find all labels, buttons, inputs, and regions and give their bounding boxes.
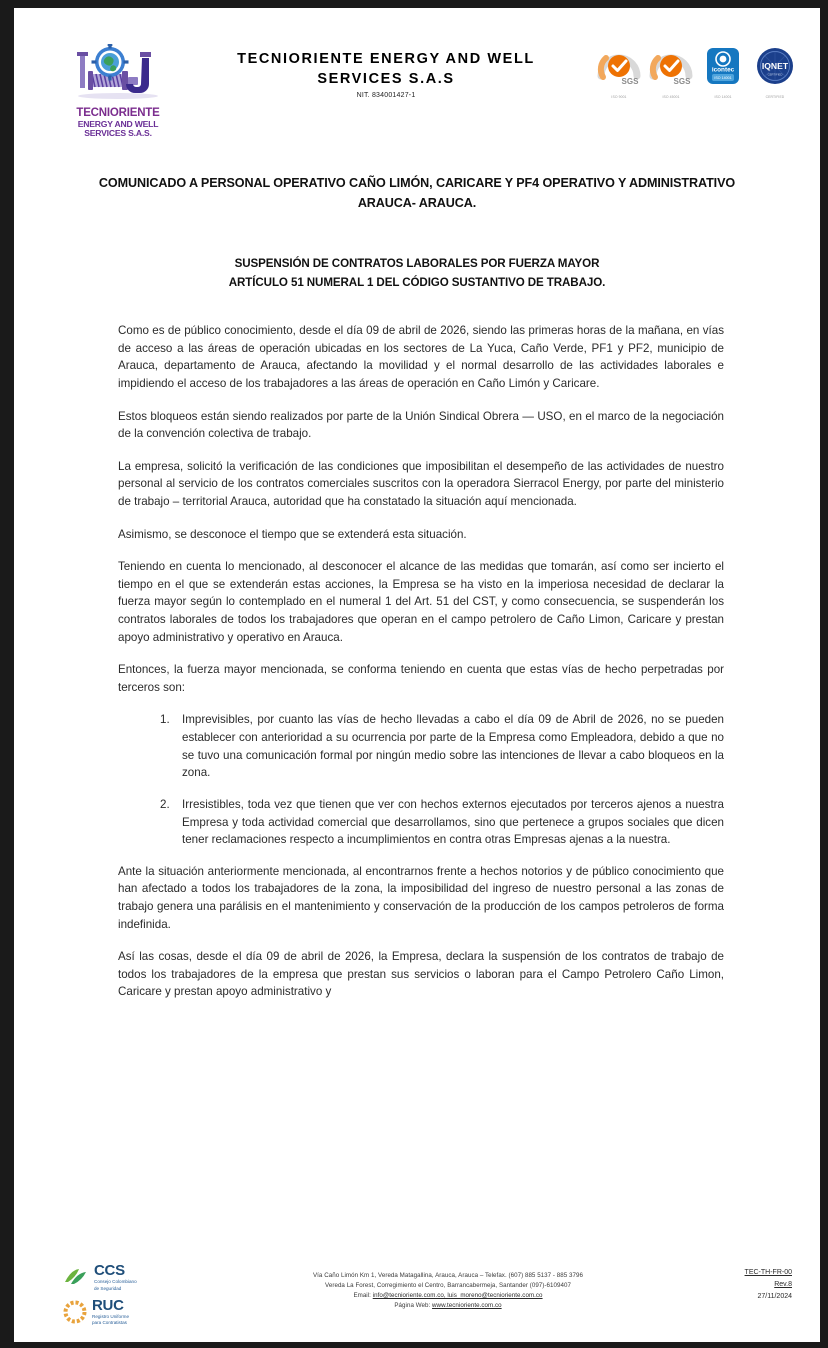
iqnet-icon [754,46,796,88]
footer-web-value[interactable]: www.tecnioriente.com.co [432,1302,502,1310]
cert-sgs-2 [648,46,694,99]
list-item: Irresistibles, toda vez que tienen que ver con hechos externos ejecutados por terceros ajenos a nuestra Empresa y toda actividad comercial que desarrollamos, sino que pertenece a grupos sociales que dicen tener reclamaciones respecto a incumplimientos en contra otras Empresas ajenas a la nuestra. [182,797,724,847]
cert-sgs-1 [596,46,642,99]
paragraph-8: Así las cosas, desde el día 09 de abril de 2026, la Empresa, declara la suspensión de los contratos de trabajo de todos los trabajadores de la empresa que prestan sus servicios o laboran para el Campo Petrolero Caño Limon, Caricare y prestan apoyo administrativo y [118,950,724,999]
cert-iqnet [752,46,798,99]
cert-caption: ISO 9001 [611,95,627,99]
footer-doc-revision: Rev.8 [774,1281,792,1289]
paragraph-3: La empresa, solicitó la verificación de las condiciones que imposibilitan el desempeño de las actividades de nuestro personal al servicio de los contratos comerciales suscritos con la operadora Sierracol Energy, por parte del ministerio de trabajo – territorial Arauca, autoridad que ha constatado la situación aquí mencionada. [118,459,724,508]
ruc-acronym: RUC [92,1296,124,1314]
certification-logos [588,44,798,99]
footer-address-line2: Vereda La Forest, Corregimiento el Centro, Barrancabermeja, Santander (097)-6109407 [325,1282,571,1290]
cert-caption: CERTIFIED [765,95,785,99]
svg-text:icontec: icontec [711,66,735,74]
cert-caption: ISO 14001 [714,95,732,99]
paragraph-4: Asimismo, se desconoce el tiempo que se extenderá esta situación. [118,527,467,541]
footer-doc-code: TEC-TH-FR-00 [744,1269,792,1277]
paragraph-5: Teniendo en cuenta lo mencionado, al desconocer el alcance de las medidas que tomarán, así como ser incierto el tiempo en el que se extenderán estas acciones, la Empresa se ha visto en la imperiosa necesidad de declarar la fuerza mayor según lo contemplado en el numeral 1 del Art. 51 del CST, y como consecuencia, se suspenderán los contratos laborales de todos los trabajadores que operan en el campo petrolero de Caño Limon, Caricare y prestan apoyo administrativo y operativo en Arauca. [118,560,724,644]
svg-text:SGS: SGS [621,77,639,86]
footer-logos [62,1263,212,1326]
document-body [118,322,724,1001]
paragraph-1: Como es de público conocimiento, desde el día 09 de abril de 2026, siendo las primeras horas de la mañana, en vías de acceso a las áreas de operación ubicadas en los sectores de La Yuca, Caño Verde, PF1 y PF2, municipio de Arauca, departamento de Arauca, afectando la movilidad y el normal desarrollo de las actividades laborales e impidiendo el acceso de los trabajadores a las áreas de operación en Caño Limón y Caricare. [118,324,724,390]
paragraph-2: Estos bloqueos están siendo realizados por parte de la Unión Sindical Obrera — USO, en el marco de la negociación de la convención colectiva de trabajo. [118,409,724,441]
logo-name-line1: TECNIORIENTE [76,107,160,119]
paragraph-7: Ante la situación anteriormente mencionada, al encontrarnos frente a hechos notorios y de público conocimiento que han afectado a todos los trabajadores de la zona, la imposibilidad del ingreso de nuestro personal a las zonas de trabajo genera una parálisis en el mantenimiento y conservación de la producción de los campos petroleros de forma indefinida. [118,864,724,931]
logo-name-line2: ENERGY AND WELL [77,118,159,129]
svg-text:CERTIFIED: CERTIFIED [767,72,783,77]
document-header [14,8,820,138]
svg-text:SGS: SGS [673,77,691,86]
ruc-subtitle-line1: Registro Uniforme [92,1313,130,1319]
cert-caption: ISO 45001 [662,95,680,99]
footer-web-label: Página Web: [394,1302,431,1310]
ccs-leaves-icon [62,1266,90,1288]
sgs-iso45001-icon [648,46,694,88]
document-sheet [14,8,820,1342]
company-title-block [170,44,588,99]
footer-web-row [212,1301,684,1311]
ruc-ring-icon [62,1299,88,1325]
document-page [14,8,820,1342]
footer-doc-date: 27/11/2024 [757,1293,792,1301]
sgs-iso9001-icon [596,46,642,88]
footer-doc-meta [684,1263,802,1303]
svg-text:IQNET: IQNET [761,61,789,71]
document-subtitle-line1: SUSPENSIÓN DE CONTRATOS LABORALES POR FUERZA MAYOR [234,257,600,271]
company-nit: NIT. 834001427-1 [356,92,416,100]
footer-address-line1: Vía Caño Limón Km 1, Vereda Matagallina, Arauca, Arauca – Telefax. (607) 885 5137 - 885 3796 [312,1272,584,1280]
ccs-logo [62,1263,212,1291]
list-item: Imprevisibles, por cuanto las vías de hecho llevadas a cabo el día 09 de Abril de 2026, no se pueden establecer con anterioridad a su ocurrencia por parte de la Empresa como Empleadora, debido a que no se tuvo una comunicación formal por ningún medio sobre las intenciones de llevar a cabo bloqueos en la zona. [182,713,724,780]
footer-email-row [212,1291,684,1301]
icontec-icon [703,46,743,88]
svg-text:ISO 14001: ISO 14001 [714,76,732,81]
ruc-text [92,1298,129,1326]
cert-icontec [700,46,746,99]
footer-email-value[interactable]: info@tecnioriente.com.co, luis_moreno@tecnioriente.com.co [372,1292,543,1300]
company-logo [66,44,170,138]
paragraph-6: Entonces, la fuerza mayor mencionada, se conforma teniendo en cuenta que estas vías de hecho perpetradas por terceros son: [118,663,724,694]
footer-email-label: Email: [353,1292,371,1300]
company-name: TECNIORIENTE ENERGY AND WELL SERVICES S.A.S [237,51,535,87]
ccs-subtitle-line1: Consejo Colombiano [94,1279,137,1285]
numbered-list [118,711,724,848]
tecnioriente-logo-icon [66,44,170,110]
ruc-subtitle-line2: para Contratistas [92,1320,127,1326]
company-logo-text [66,108,170,138]
document-footer [14,1263,820,1326]
logo-name-line3: SERVICES S.A.S. [84,127,152,138]
ccs-acronym: CCS [94,1262,125,1280]
document-title: COMUNICADO A PERSONAL OPERATIVO CAÑO LIMÓN, CARICARE Y PF4 OPERATIVO Y ADMINISTRATIVO ARAUCA- ARAUCA. [98,176,736,210]
footer-contact [212,1263,684,1311]
ruc-logo [62,1298,212,1326]
ccs-subtitle-line2: de Seguridad [94,1285,122,1291]
ccs-text [94,1263,137,1291]
document-subtitle [98,255,736,292]
document-subtitle-line2: ARTÍCULO 51 NUMERAL 1 DEL CÓDIGO SUSTANTIVO DE TRABAJO. [228,275,606,289]
